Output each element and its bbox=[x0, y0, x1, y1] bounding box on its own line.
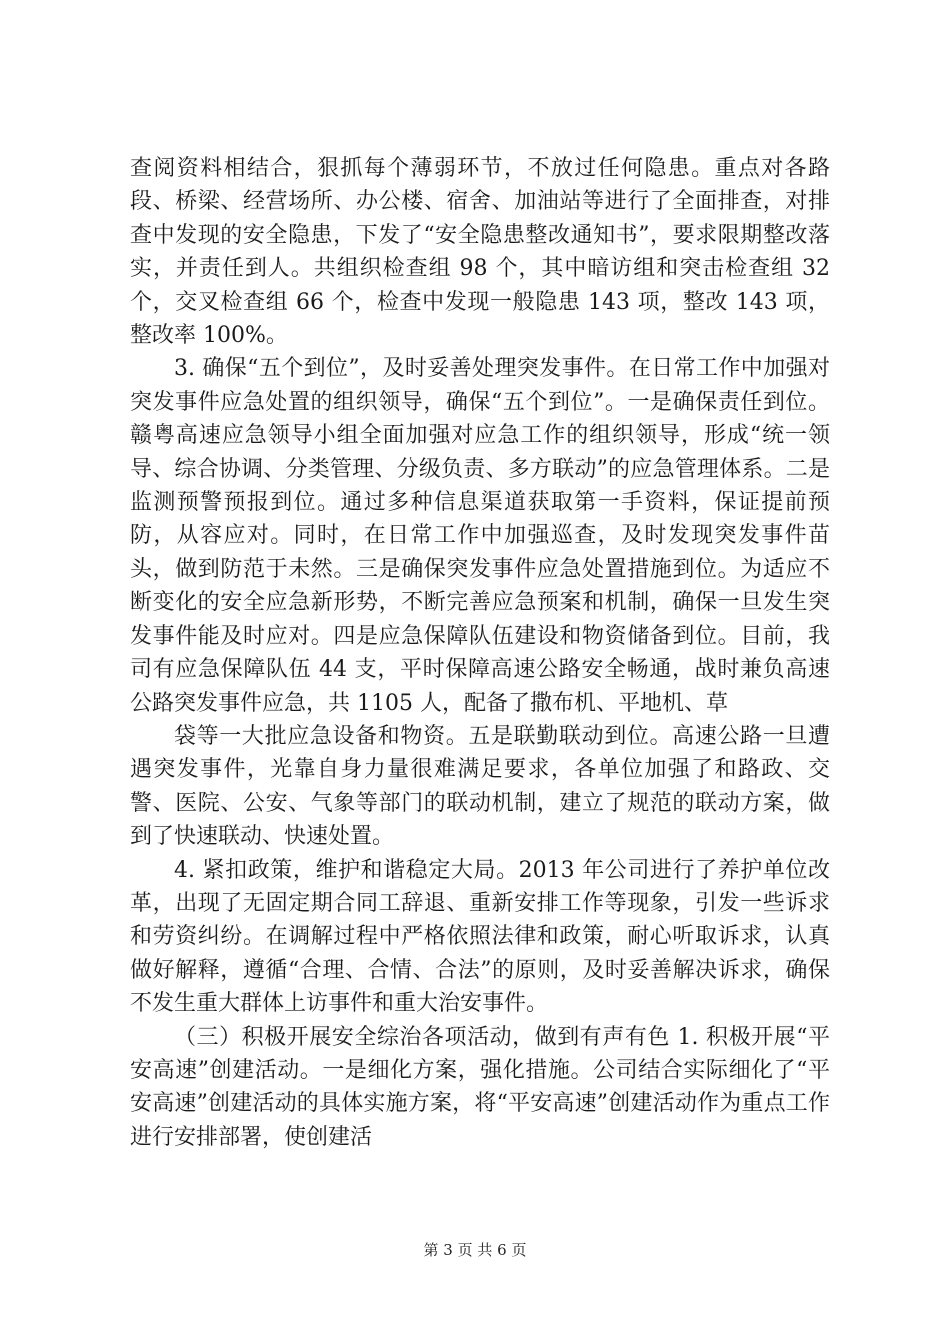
paragraph-2: 3. 确保“五个到位”，及时妥善处理突发事件。在日常工作中加强对突发事件应急处置的组织领导，确保“五个到位”。一是确保责任到位。赣粤高速应急领导小组全面加强对应急工作的组织领导，形成“统一领导、综合协调、分类管理、分级负责、多方联动”的应急管理体系。二是监测预警预报到位。通过多种信息渠道获取第一手资料，保证提前预防，从容应对。同时，在日常工作中加强巡查，及时发现突发事件苗头，做到防范于未然。三是确保突发事件应急处置措施到位。为适应不断变化的安全应急新形势，不断完善应急预案和机制，确保一旦发生突发事件能及时应对。四是应急保障队伍建设和物资储备到位。目前，我司有应急保障队伍 44 支，平时保障高速公路安全畅通，战时兼负高速公路突发事件应急，共 1105 人，配备了撒布机、平地机、草 bbox=[130, 356, 830, 716]
document-body bbox=[130, 152, 830, 1154]
page-number-footer: 第 3 页 共 6 页 bbox=[423, 1241, 527, 1259]
paragraph-1: 查阅资料相结合，狠抓每个薄弱环节，不放过任何隐患。重点对各路段、桥梁、经营场所、办公楼、宿舍、加油站等进行了全面排查，对排查中发现的安全隐患，下发了“安全隐患整改通知书”，要求限期整改落实，并责任到人。共组织检查组 98 个，其中暗访组和突击检查组 32 个，交叉检查组 66 个，检查中发现一般隐患 143 项，整改 143 项，整改率 100%。 bbox=[130, 156, 830, 349]
paragraph-3: 袋等一大批应急设备和物资。五是联勤联动到位。高速公路一旦遭遇突发事件，光靠自身力量很难满足要求，各单位加强了和路政、交警、医院、公安、气象等部门的联动机制，建立了规范的联动方案，做到了快速联动、快速处置。 bbox=[130, 723, 830, 850]
paragraph-4: 4. 紧扣政策，维护和谐稳定大局。2013 年公司进行了养护单位改革，出现了无固定期合同工辞退、重新安排工作等现象，引发一些诉求和劳资纠纷。在调解过程中严格依照法律和政策，耐心听取诉求，认真做好解释，遵循“合理、合情、合法”的原则，及时妥善解决诉求，确保不发生重大群体上访事件和重大治安事件。 bbox=[130, 857, 830, 1017]
paragraph-5: （三）积极开展安全综治各项活动，做到有声有色 1. 积极开展“平安高速”创建活动。一是细化方案，强化措施。公司结合实际细化了“平安高速”创建活动的具体实施方案，将“平安高速”创建活动作为重点工作进行安排部署，使创建活 bbox=[130, 1024, 830, 1150]
